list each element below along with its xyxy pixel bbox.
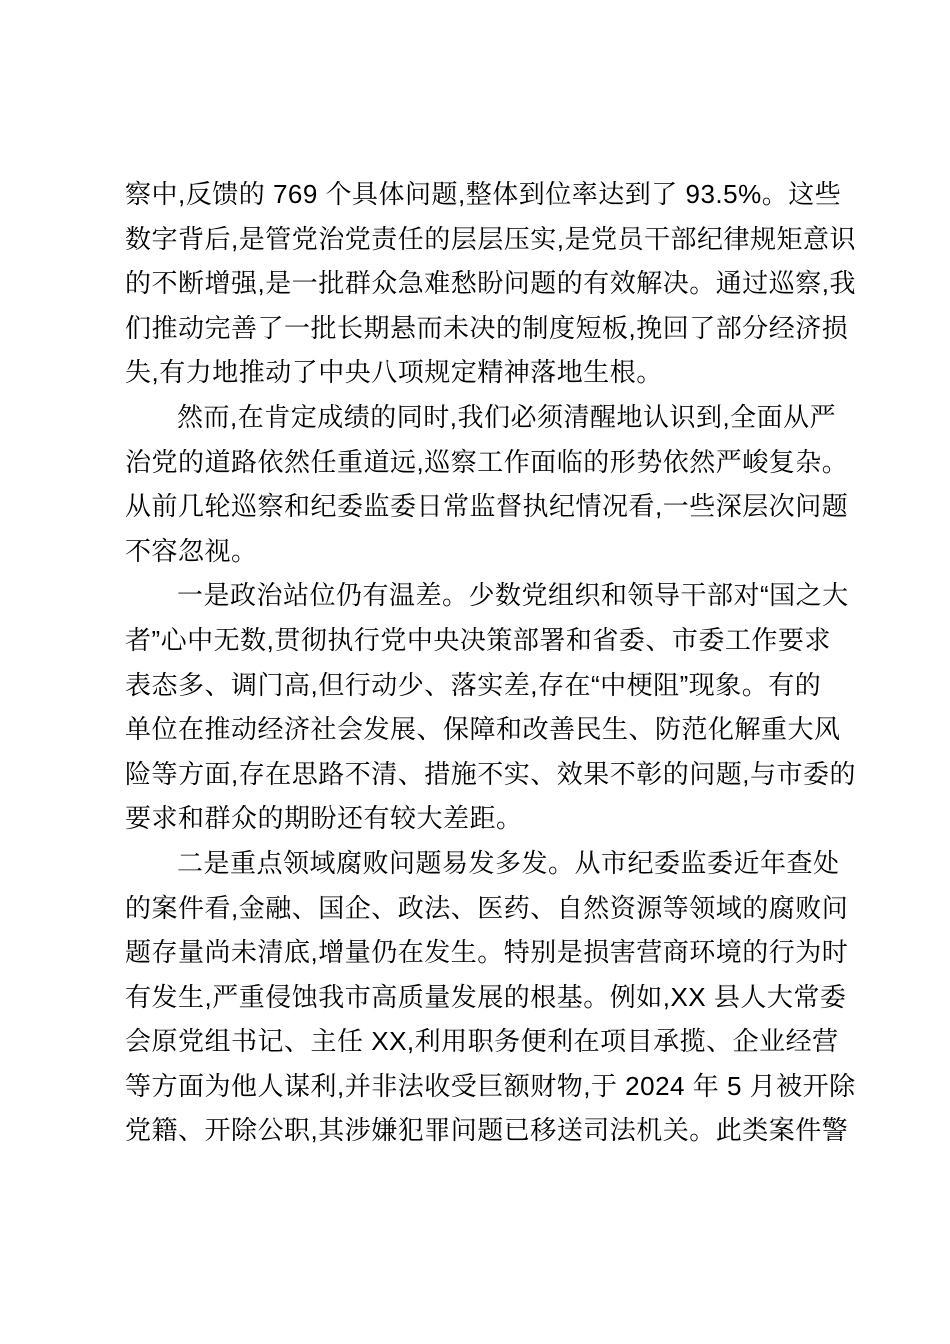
paragraph bbox=[125, 395, 849, 573]
text-line: 要求和群众的期盼还有较大差距。 bbox=[125, 803, 523, 834]
text-line: 二是重点领域腐败问题易发多发。从市纪委监委近年查处 bbox=[177, 847, 840, 878]
text-line: 表态多、调门高,但行动少、落实差,存在“中梗阻”现象。有的 bbox=[125, 669, 822, 700]
text-line: 们推动完善了一批长期悬而未决的制度短板,挽回了部分经济损 bbox=[125, 312, 849, 343]
text-line: 的不断增强,是一批群众急难愁盼问题的有效解决。通过巡察,我 bbox=[125, 268, 856, 299]
text-line: 数字背后,是管党治党责任的层层压实,是党员干部纪律规矩意识 bbox=[125, 223, 856, 254]
text-line: 从前几轮巡察和纪委监委日常监督执纪情况看,一些深层次问题 bbox=[125, 491, 849, 522]
text-line: 者”心中无数,贯彻执行党中央决策部署和省委、市委工作要求 bbox=[125, 624, 831, 655]
text-line: 等方面为他人谋利,并非法收受巨额财物,于 2024 年 5 月被开除 bbox=[125, 1070, 856, 1101]
paragraph bbox=[125, 172, 856, 395]
text-line: 险等方面,存在思路不清、措施不实、效果不彰的问题,与市委的 bbox=[125, 758, 856, 789]
text-line: 单位在推动经济社会发展、保障和改善民生、防范化解重大风 bbox=[125, 714, 841, 745]
text-line: 不容忽视。 bbox=[125, 535, 258, 566]
text-line: 失,有力地推动了中央八项规定精神落地生根。 bbox=[125, 357, 663, 388]
text-line: 有发生,严重侵蚀我市高质量发展的根基。例如,XX 县人大常委 bbox=[125, 981, 847, 1012]
document-text-block bbox=[125, 172, 856, 1153]
paragraph bbox=[125, 841, 856, 1153]
paragraph bbox=[125, 573, 856, 841]
text-line: 题存量尚未清底,增量仍在发生。特别是损害营商环境的行为时 bbox=[125, 937, 849, 968]
text-line: 一是政治站位仍有温差。少数党组织和领导干部对“国之大 bbox=[177, 580, 849, 611]
text-line: 然而,在肯定成绩的同时,我们必须清醒地认识到,全面从严 bbox=[177, 401, 837, 432]
text-line: 察中,反馈的 769 个具体问题,整体到位率达到了 93.5%。这些 bbox=[125, 179, 842, 209]
text-line: 党籍、开除公职,其涉嫌犯罪问题已移送司法机关。此类案件警 bbox=[125, 1115, 849, 1146]
text-line: 治党的道路依然任重道远,巡察工作面临的形势依然严峻复杂。 bbox=[125, 446, 849, 477]
text-line: 的案件看,金融、国企、政法、医药、自然资源等领域的腐败问 bbox=[125, 892, 849, 923]
text-line: 会原党组书记、主任 XX,利用职务便利在项目承揽、企业经营 bbox=[125, 1026, 839, 1057]
